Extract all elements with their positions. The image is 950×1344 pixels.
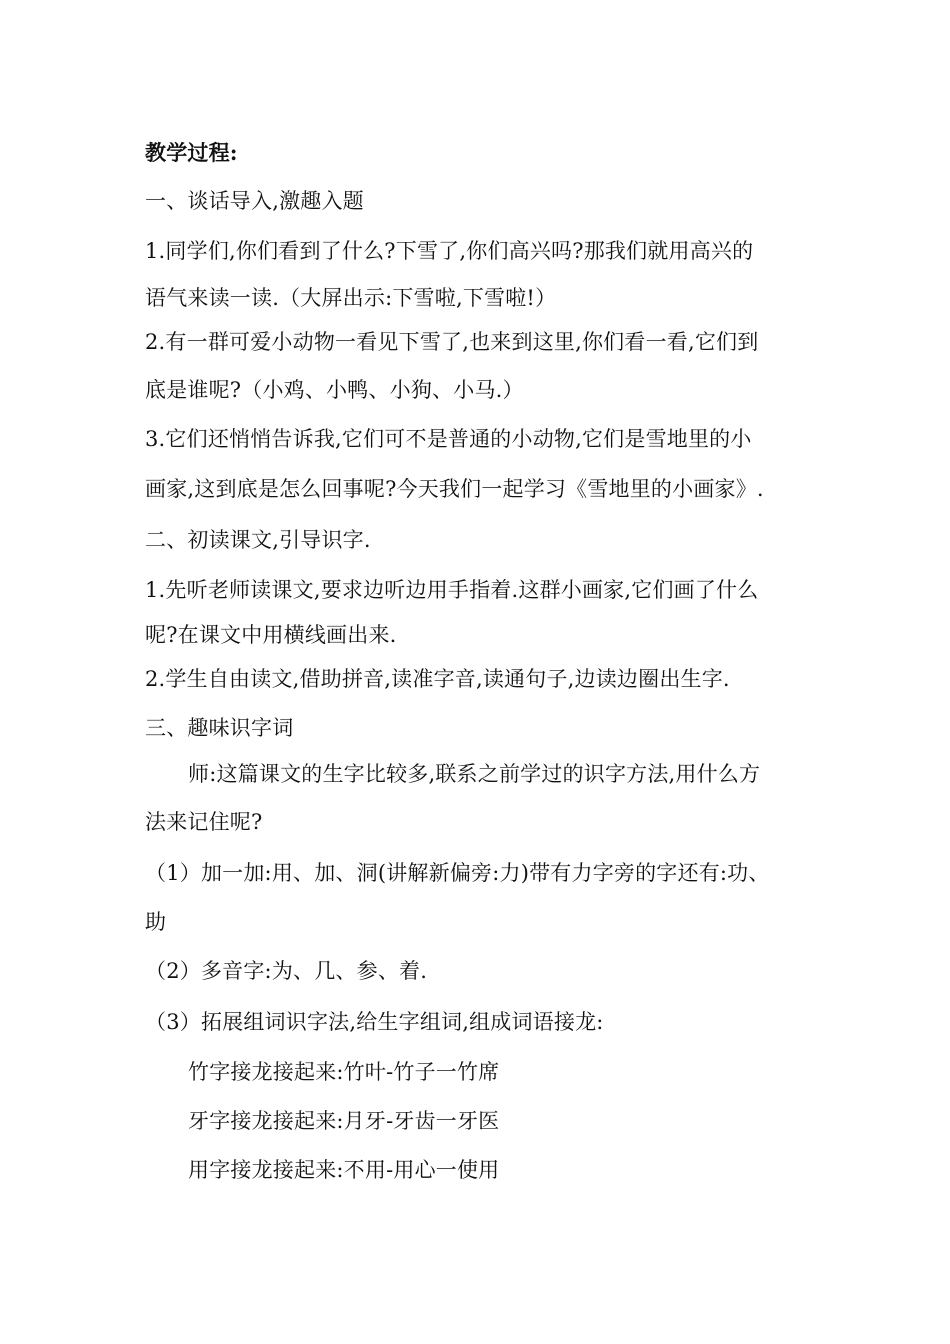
word-chain-2: 牙字接龙接起来:月牙-牙齿一牙医 [188,1109,500,1133]
section-3-heading: 三、趣味识字词 [145,716,294,740]
document-title: 教学过程: [145,140,238,165]
word-chain-3: 用字接龙接起来:不用-用心一使用 [188,1158,500,1182]
section-2-heading: 二、初读课文,引导识字. [145,528,371,552]
section-1-paragraph-1-line-1: 1.同学们,你们看到了什么?下雪了,你们高兴吗?那我们就用高兴的 [145,239,754,263]
section-1-paragraph-3-line-1: 3.它们还悄悄告诉我,它们可不是普通的小动物,它们是雪地里的小 [145,427,752,451]
item-1-line-1: （1）加一加:用、加、洞(讲解新偏旁:力)带有力字旁的字还有:功、 [145,861,770,885]
item-1-line-2: 助 [145,910,167,934]
section-1-paragraph-3-line-2: 画家,这到底是怎么回事呢?今天我们一起学习《雪地里的小画家》. [145,477,764,501]
section-2-paragraph-1-line-1: 1.先听老师读课文,要求边听边用手指着.这群小画家,它们画了什么 [145,578,759,602]
item-2: （2）多音字:为、几、参、着. [145,959,428,983]
word-chain-1: 竹字接龙接起来:竹叶-竹子一竹席 [188,1060,500,1084]
section-2-paragraph-2-line-1: 2.学生自由读文,借助拼音,读准字音,读通句子,边读边圈出生字. [145,667,730,691]
section-1-paragraph-1-line-2: 语气来读一读.（大屏出示:下雪啦,下雪啦!） [145,286,557,310]
section-2-paragraph-1-line-2: 呢?在课文中用横线画出来. [145,623,397,647]
section-1-paragraph-2-line-2: 底是谁呢?（小鸡、小鸭、小狗、小马.） [145,378,524,402]
section-1-paragraph-2-line-1: 2.有一群可爱小动物一看见下雪了,也来到这里,你们看一看,它们到 [145,330,759,354]
teacher-prompt-line-1: 师:这篇课文的生字比较多,联系之前学过的识字方法,用什么方 [188,762,761,786]
teacher-prompt-line-2: 法来记住呢? [145,810,263,834]
section-1-heading: 一、谈话导入,激趣入题 [145,189,364,213]
item-3: （3）拓展组词识字法,给生字组词,组成词语接龙: [145,1010,604,1034]
